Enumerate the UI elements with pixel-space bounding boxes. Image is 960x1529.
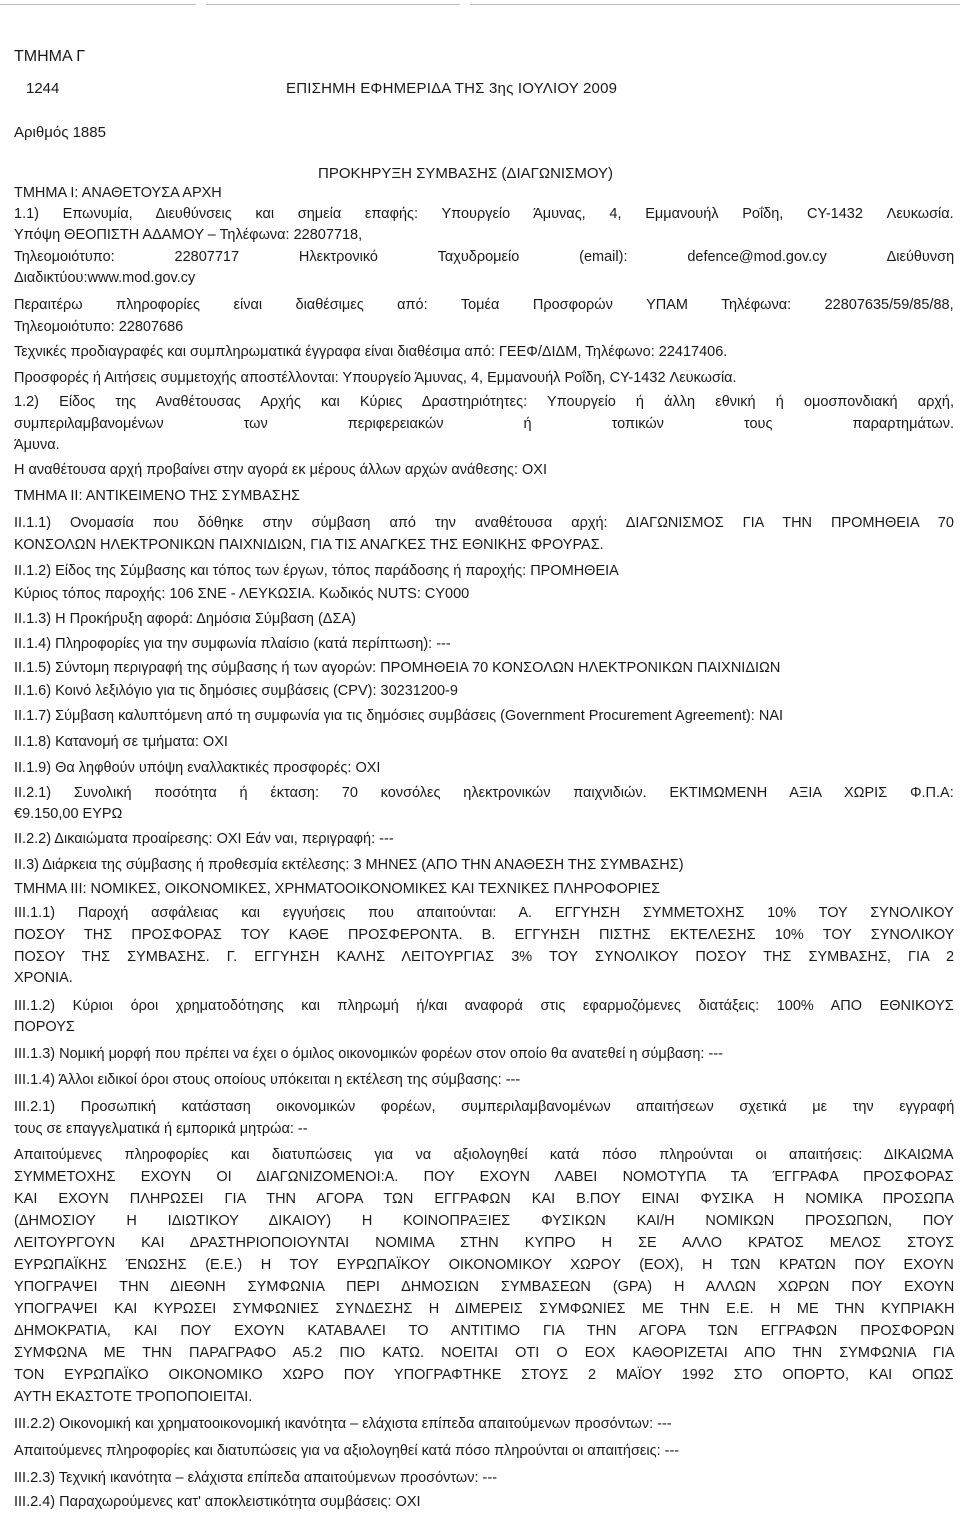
body-line: ΙΙΙ.2.2) Οικονομική και χρηματοοικονομική ικανότητα – ελάχιστα επίπεδα απαιτούμενων προσόντων: --- — [14, 1416, 672, 1432]
body-line: Διαδικτύου:www.mod.gov.cy — [14, 270, 196, 286]
body-line: ΠΟΣΟΥ ΤΗΣ ΣΥΜΒΑΣΗΣ. Γ. ΕΓΓΥΗΣΗ ΚΑΛΗΣ ΛΕΙΤΟΥΡΓΙΑΣ 3% ΤΟΥ ΣΥΝΟΛΙΚΟΥ ΠΟΣΟΥ ΤΗΣ ΣΥΜΒΑΣΗΣ, ΓΙΑ 2 — [14, 949, 955, 965]
body-line: ΙΙΙ.1.3) Νομική μορφή που πρέπει να έχει ο όμιλος οικονομικών φορέων στον οποίο θα ανατεθεί η σύμβαση: --- — [14, 1046, 723, 1062]
body-line: ΣΥΜΦΩΝΑ ΜΕ ΤΗΝ ΠΑΡΑΓΡΑΦΟ Α5.2 ΠΙΟ ΚΑΤΩ. ΝΟΕΙΤΑΙ ΟΤΙ Ο ΕΟΧ ΚΑΘΟΡΙΖΕΤΑΙ ΑΠΟ ΤΗΝ ΣΥΜΦΩΝΙΑ ΓΙΑ — [14, 1345, 955, 1361]
body-line: Άμυνα. — [14, 437, 60, 453]
body-line: ΚΟΝΣΟΛΩΝ ΗΛΕΚΤΡΟΝΙΚΩΝ ΠΑΙΧΝΙΔΙΩΝ, ΓΙΑ ΤΙΣ ΑΝΑΓΚΕΣ ΤΗΣ ΕΘΝΙΚΗΣ ΦΡΟΥΡΑΣ. — [14, 537, 604, 553]
body-line: Απαιτούμενες πληροφορίες και διατυπώσεις για να αξιολογηθεί κατά πόσο πληρούνται οι απαιτήσεις: ΔΙΚΑΙΩΜΑ — [14, 1147, 954, 1163]
top-scan-rule — [470, 4, 960, 5]
body-line: ΙΙΙ.1.4) Άλλοι ειδικοί όροι στους οποίους υπόκειται η εκτέλεση της σύμβασης: --- — [14, 1072, 521, 1088]
body-line: ΥΠΟΓΡΑΨΕΙ ΤΗΝ ΔΙΕΘΝΗ ΣΥΜΦΩΝΙΑ ΠΕΡΙ ΔΗΜΟΣΙΩΝ ΣΥΜΒΑΣΕΩΝ (GPA) Η ΑΛΛΩΝ ΧΩΡΩΝ ΠΟΥ ΕΧΟΥΝ — [14, 1279, 955, 1295]
body-line: Περαιτέρω πληροφορίες είναι διαθέσιμες από: Τομέα Προσφορών ΥΠΑΜ Τηλέφωνα: 22807635/59/85/88, — [14, 297, 954, 313]
body-line: ΙΙ.1.6) Κοινό λεξιλόγιο για τις δημόσιες συμβάσεις (CPV): 30231200-9 — [14, 683, 458, 699]
body-line: Υπόψη ΘΕΟΠΙΣΤΗ ΑΔΑΜΟΥ – Τηλέφωνα: 22807718, — [14, 227, 363, 243]
notice-title: ΠΡΟΚΗΡΥΞΗ ΣΥΜΒΑΣΗΣ (ΔΙΑΓΩΝΙΣΜΟΥ) — [318, 165, 614, 182]
body-line: ΙΙ.3) Διάρκεια της σύμβασης ή προθεσμία εκτέλεσης: 3 ΜΗΝΕΣ (ΑΠΟ ΤΗΝ ΑΝΑΘΕΣΗ ΤΗΣ ΣΥΜΒΑΣΗΣ) — [14, 857, 684, 873]
body-line: Τεχνικές προδιαγραφές και συμπληρωματικά έγγραφα είναι διαθέσιμα από: ΓΕΕΦ/ΔΙΔΜ, Τηλέφωνο: 22417406. — [14, 344, 728, 360]
top-scan-rule — [206, 4, 460, 5]
body-line: ΠΟΡΟΥΣ — [14, 1019, 75, 1035]
body-line: ΕΥΡΩΠΑΪΚΗΣ ΈΝΩΣΗΣ (Ε.Ε.) Η ΤΟΥ ΕΥΡΩΠΑΪΚΟΥ ΟΙΚΟΝΟΜΙΚΟΥ ΧΩΡΟΥ (ΕΟΧ), Η ΤΩΝ ΚΡΑΤΩΝ ΠΟΥ ΕΧΟΥΝ — [14, 1257, 954, 1273]
body-line: ΠΟΣΟΥ ΤΗΣ ΠΡΟΣΦΟΡΑΣ ΤΟΥ ΚΑΘΕ ΠΡΟΣΦΕΡΟΝΤΑ. Β. ΕΓΓΥΗΣΗ ΠΙΣΤΗΣ ΕΚΤΕΛΕΣΗΣ 10% ΤΟΥ ΣΥΝΟΛΙΚΟΥ — [14, 927, 955, 943]
body-line: ΙΙ.1.1) Ονομασία που δόθηκε στην σύμβαση από την αναθέτουσα αρχή: ΔΙΑΓΩΝΙΣΜΟΣ ΓΙΑ ΤΗΝ ΠΡΟΜΗΘΕΙΑ 70 — [14, 515, 954, 531]
body-line: ΤΟΝ ΕΥΡΩΠΑΪΚΟ ΟΙΚΟΝΟΜΙΚΟ ΧΩΡΟ ΠΟΥ ΥΠΟΓΡΑΦΤΗΚΕ ΣΤΟΥΣ 2 ΜΑΪΟΥ 1992 ΣΤΟ ΟΠΟΡΤΟ, ΚΑΙ ΟΠΩΣ — [14, 1367, 954, 1383]
body-line: Τηλεομοιότυπο: 22807717 Ηλεκτρονικό Ταχυδρομείο (email): defence@mod.gov.cy Διεύθυνση — [14, 249, 955, 265]
issue-number: Αριθμός 1885 — [14, 124, 106, 141]
body-line: ΙΙ.1.7) Σύμβαση καλυπτόμενη από τη συμφωνία για τις δημόσιες συμβάσεις (Government Procurement Agreement): ΝΑΙ — [14, 708, 784, 724]
body-line: ΙΙΙ.2.4) Παραχωρούμενες κατ' αποκλειστικότητα συμβάσεις: ΟΧΙ — [14, 1494, 421, 1510]
body-line: Η αναθέτουσα αρχή προβαίνει στην αγορά εκ μέρους άλλων αρχών ανάθεσης: ΟΧΙ — [14, 462, 547, 478]
body-line: ΤΜΗΜΑ ΙΙ: ΑΝΤΙΚΕΙΜΕΝΟ ΤΗΣ ΣΥΜΒΑΣΗΣ — [14, 488, 301, 504]
body-line: ΙΙΙ.1.1) Παροχή ασφάλειας και εγγυήσεις που απαιτούνται: Α. ΕΓΓΥΗΣΗ ΣΥΜΜΕΤΟΧΗΣ 10% ΤΟΥ ΣΥΝΟΛΙΚΟΥ — [14, 905, 954, 921]
section-title: ΤΜΗΜΑ Γ — [14, 48, 86, 65]
body-line: €9.150,00 ΕΥΡΩ — [14, 806, 123, 822]
top-scan-rule — [0, 4, 196, 5]
body-line: ΧΡΟΝΙΑ. — [14, 970, 73, 986]
body-line: Τηλεομοιότυπο: 22807686 — [14, 319, 184, 335]
body-line: Κύριος τόπος παροχής: 106 ΣΝΕ - ΛΕΥΚΩΣΙΑ. Κωδικός NUTS: CY000 — [14, 586, 470, 602]
body-line: ΙΙΙ.2.1) Προσωπική κατάσταση οικονομικών φορέων, συμπεριλαμβανομένων απαιτήσεων σχετικά με την εγγραφή — [14, 1099, 955, 1115]
body-line: ΑΥΤΗ ΕΚΑΣΤΟΤΕ ΤΡΟΠΟΠΟΙΕΙΤΑΙ. — [14, 1389, 253, 1405]
body-line: ΚΑΙ ΕΧΟΥΝ ΠΛΗΡΩΣΕΙ ΓΙΑ ΤΗΝ ΑΓΟΡΑ ΤΩΝ ΕΓΓΡΑΦΩΝ ΚΑΙ Β.ΠΟΥ ΕΙΝΑΙ ΦΥΣΙΚΑ Η ΝΟΜΙΚΑ ΠΡΟΣΩΠΑ — [14, 1191, 955, 1207]
body-line: ΥΠΟΓΡΑΨΕΙ ΚΑΙ ΚΥΡΩΣΕΙ ΣΥΜΦΩΝΙΕΣ ΣΥΝΔΕΣΗΣ Η ΔΙΜΕΡΕΙΣ ΣΥΜΦΩΝΙΕΣ ΜΕ ΤΗΝ Ε.Ε. Η ΜΕ ΤΗΝ ΚΥΠΡΙΑΚΗ — [14, 1301, 955, 1317]
body-line: τους σε επαγγελματικά ή εμπορικά μητρώα: -- — [14, 1121, 308, 1137]
page-number: 1244 — [26, 80, 60, 97]
body-line: Απαιτούμενες πληροφορίες και διατυπώσεις για να αξιολογηθεί κατά πόσο πληρούνται οι απαιτήσεις: --- — [14, 1443, 680, 1459]
body-line: (ΔΗΜΟΣΙΟΥ Η ΙΔΙΩΤΙΚΟΥ ΔΙΚΑΙΟΥ) Η ΚΟΙΝΟΠΡΑΞΙΕΣ ΦΥΣΙΚΩΝ ΚΑΙ/Η ΝΟΜΙΚΩΝ ΠΡΟΣΩΠΩΝ, ΠΟΥ — [14, 1213, 954, 1229]
body-line: ΣΥΜΜΕΤΟΧΗΣ ΕΧΟΥΝ ΟΙ ΔΙΑΓΩΝΙΖΟΜΕΝΟΙ:Α. ΠΟΥ ΕΧΟΥΝ ΛΑΒΕΙ ΝΟΜΟΤΥΠΑ ΤΑ ΈΓΓΡΑΦΑ ΠΡΟΣΦΟΡΑΣ — [14, 1169, 954, 1185]
body-line: ΙΙ.1.8) Κατανομή σε τμήματα: ΟΧΙ — [14, 734, 228, 750]
body-line: ΛΕΙΤΟΥΡΓΟΥΝ ΚΑΙ ΔΡΑΣΤΗΡΙΟΠΟΙΟΥΝΤΑΙ ΝΟΜΙΜΑ ΣΤΗΝ ΚΥΠΡΟ Η ΣΕ ΑΛΛΟ ΚΡΑΤΟΣ ΜΕΛΟΣ ΣΤΟΥΣ — [14, 1235, 955, 1251]
body-line: ΔΗΜΟΚΡΑΤΙΑ, ΚΑΙ ΠΟΥ ΕΧΟΥΝ ΚΑΤΑΒΑΛΕΙ ΤΟ ΑΝΤΙΤΙΜΟ ΓΙΑ ΤΗΝ ΑΓΟΡΑ ΤΩΝ ΕΓΓΡΑΦΩΝ ΠΡΟΣΦΟΡΩΝ — [14, 1323, 955, 1339]
body-line: 1.2) Είδος της Αναθέτουσας Αρχής και Κύριες Δραστηριότητες: Υπουργείο ή άλλη εθνική ή ομοσπονδιακή αρχή, — [14, 394, 955, 410]
running-head: ΕΠΙΣΗΜΗ ΕΦΗΜΕΡΙΔΑ ΤΗΣ 3ης ΙΟΥΛΙΟΥ 2009 — [286, 80, 618, 97]
body-line: Προσφορές ή Αιτήσεις συμμετοχής αποστέλλονται: Υπουργείο Άμυνας, 4, Εμμανουήλ Ροΐδη, CY-1432 Λευκωσία. — [14, 370, 737, 386]
body-line: ΙΙ.2.2) Δικαιώματα προαίρεσης: ΟΧΙ Εάν ναι, περιγραφή: --- — [14, 831, 394, 847]
body-line: ΙΙ.1.3) Η Προκήρυξη αφορά: Δημόσια Σύμβαση (ΔΣΑ) — [14, 611, 356, 627]
body-line: ΙΙ.1.9) Θα ληφθούν υπόψη εναλλακτικές προσφορές: ΟΧΙ — [14, 760, 381, 776]
body-line: ΙΙΙ.1.2) Κύριοι όροι χρηματοδότησης και πληρωμή ή/και αναφορά στις εφαρμοζόμενες διατάξεις: 100% ΑΠΟ ΕΘΝΙΚΟΥΣ — [14, 998, 954, 1014]
body-line: ΙΙΙ.2.3) Τεχνική ικανότητα – ελάχιστα επίπεδα απαιτούμενων προσόντων: --- — [14, 1470, 498, 1486]
body-line: 1.1) Επωνυμία, Διευθύνσεις και σημεία επαφής: Υπουργείο Άμυνας, 4, Εμμανουήλ Ροΐδη, CY-1432 Λευκωσία. — [14, 206, 954, 222]
body-line: συμπεριλαμβανομένων των περιφερειακών ή τοπικών τους παραρτημάτων. — [14, 416, 954, 432]
body-line: ΤΜΗΜΑ Ι: ΑΝΑΘΕΤΟΥΣΑ ΑΡΧΗ — [14, 185, 222, 201]
body-line: ΙΙ.2.1) Συνολική ποσότητα ή έκταση: 70 κονσόλες ηλεκτρονικών παιχνιδιών. ΕΚΤΙΜΩΜΕΝΗ ΑΞΙΑ ΧΩΡΙΣ Φ.Π.Α: — [14, 785, 954, 801]
body-line: ΙΙ.1.2) Είδος της Σύμβασης και τόπος των έργων, τόπος παράδοσης ή παροχής: ΠΡΟΜΗΘΕΙΑ — [14, 563, 619, 579]
body-line: ΙΙ.1.5) Σύντομη περιγραφή της σύμβασης ή των αγορών: ΠΡΟΜΗΘΕΙΑ 70 ΚΟΝΣΟΛΩΝ ΗΛΕΚΤΡΟΝΙΚΩΝ ΠΑΙΧΝΙΔΙΩΝ — [14, 660, 781, 676]
body-line: ΙΙ.1.4) Πληροφορίες για την συμφωνία πλαίσιο (κατά περίπτωση): --- — [14, 636, 451, 652]
body-line: ΤΜΗΜΑ ΙΙΙ: ΝΟΜΙΚΕΣ, ΟΙΚΟΝΟΜΙΚΕΣ, ΧΡΗΜΑΤΟΟΙΚΟΝΟΜΙΚΕΣ ΚΑΙ ΤΕΧΝΙΚΕΣ ΠΛΗΡΟΦΟΡΙΕΣ — [14, 881, 661, 897]
